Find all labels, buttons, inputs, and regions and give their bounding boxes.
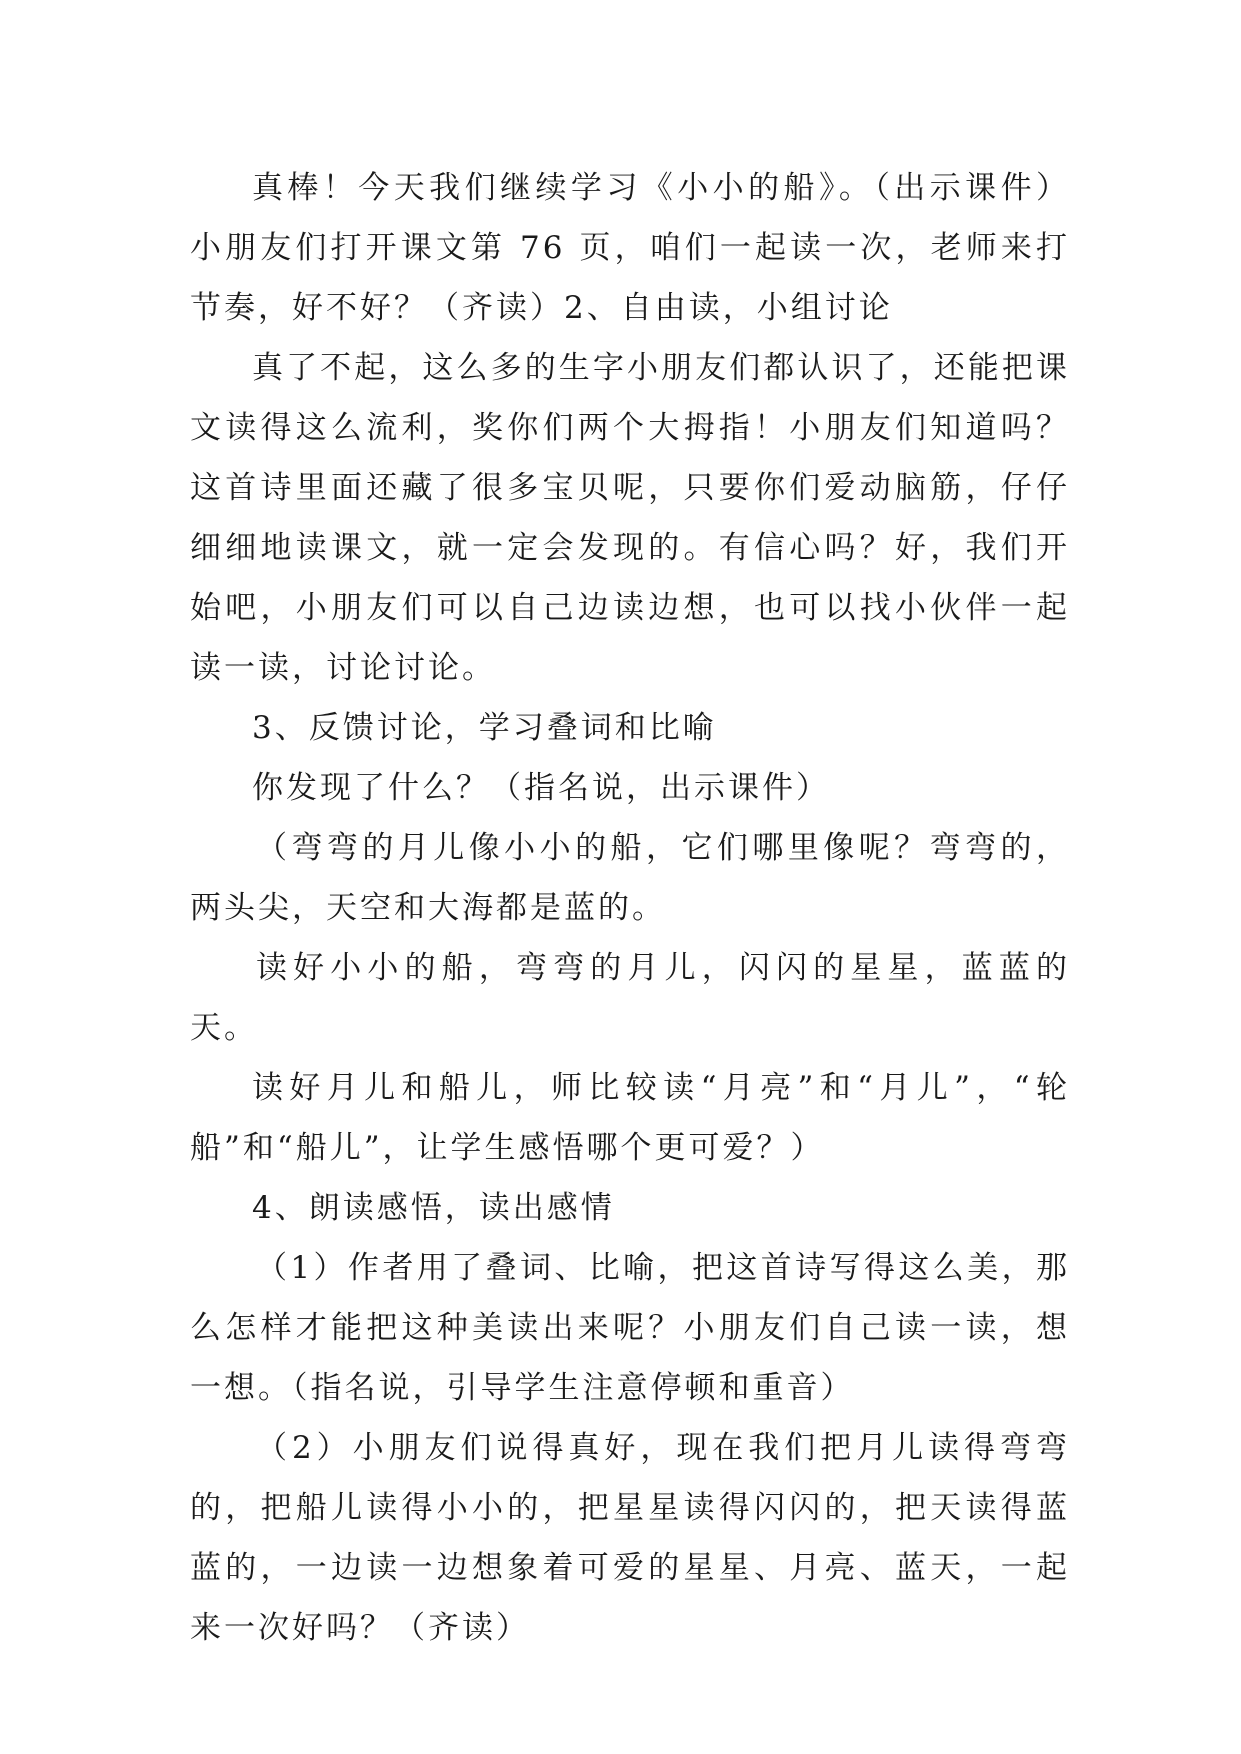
paragraph-praise: 真了不起，这么多的生字小朋友们都认识了，还能把课文读得这么流利，奖你们两个大拇指！小朋友们知道吗？这首诗里面还藏了很多宝贝呢，只要你们爱动脑筋，仔仔细细地读课文，就一定会发现的。有信心吗？好，我们开始吧，小朋友们可以自己边读边想，也可以找小伙伴一起读一读，讨论讨论。 — [190, 350, 1070, 686]
paragraph-step-4-heading: 4、朗读感悟，读出感情 — [252, 1190, 615, 1226]
paragraph-intro: 真棒！今天我们继续学习《小小的船》。（出示课件）小朋友们打开课文第 76 页，咱们一起读一次，老师来打节奏，好不好？（齐读）2、自由读，小组讨论 — [190, 170, 1070, 326]
paragraph-read-reduplication: 读好小小的船，弯弯的月儿，闪闪的星星，蓝蓝的天。 — [190, 950, 1070, 1046]
paragraph-question: 你发现了什么？（指名说，出示课件） — [252, 770, 830, 806]
paragraph-step-3-heading: 3、反馈讨论，学习叠词和比喻 — [252, 710, 717, 746]
paragraph-compare-reading: 读好月儿和船儿，师比较读“月亮”和“月儿”，“轮船”和“船儿”，让学生感悟哪个更可爱？） — [190, 1070, 1070, 1166]
paragraph-item-1: （1）作者用了叠词、比喻，把这首诗写得这么美，那么怎样才能把这种美读出来呢？小朋友们自己读一读，想一想。（指名说，引导学生注意停顿和重音） — [190, 1250, 1070, 1406]
paragraph-moon-comparison: （弯弯的月儿像小小的船，它们哪里像呢？弯弯的，两头尖，天空和大海都是蓝的。 — [190, 830, 1070, 926]
paragraph-item-2: （2）小朋友们说得真好，现在我们把月儿读得弯弯的，把船儿读得小小的，把星星读得闪闪的，把天读得蓝蓝的，一边读一边想象着可爱的星星、月亮、蓝天，一起来一次好吗？（齐读） — [190, 1430, 1070, 1646]
document-body — [190, 158, 1070, 1658]
